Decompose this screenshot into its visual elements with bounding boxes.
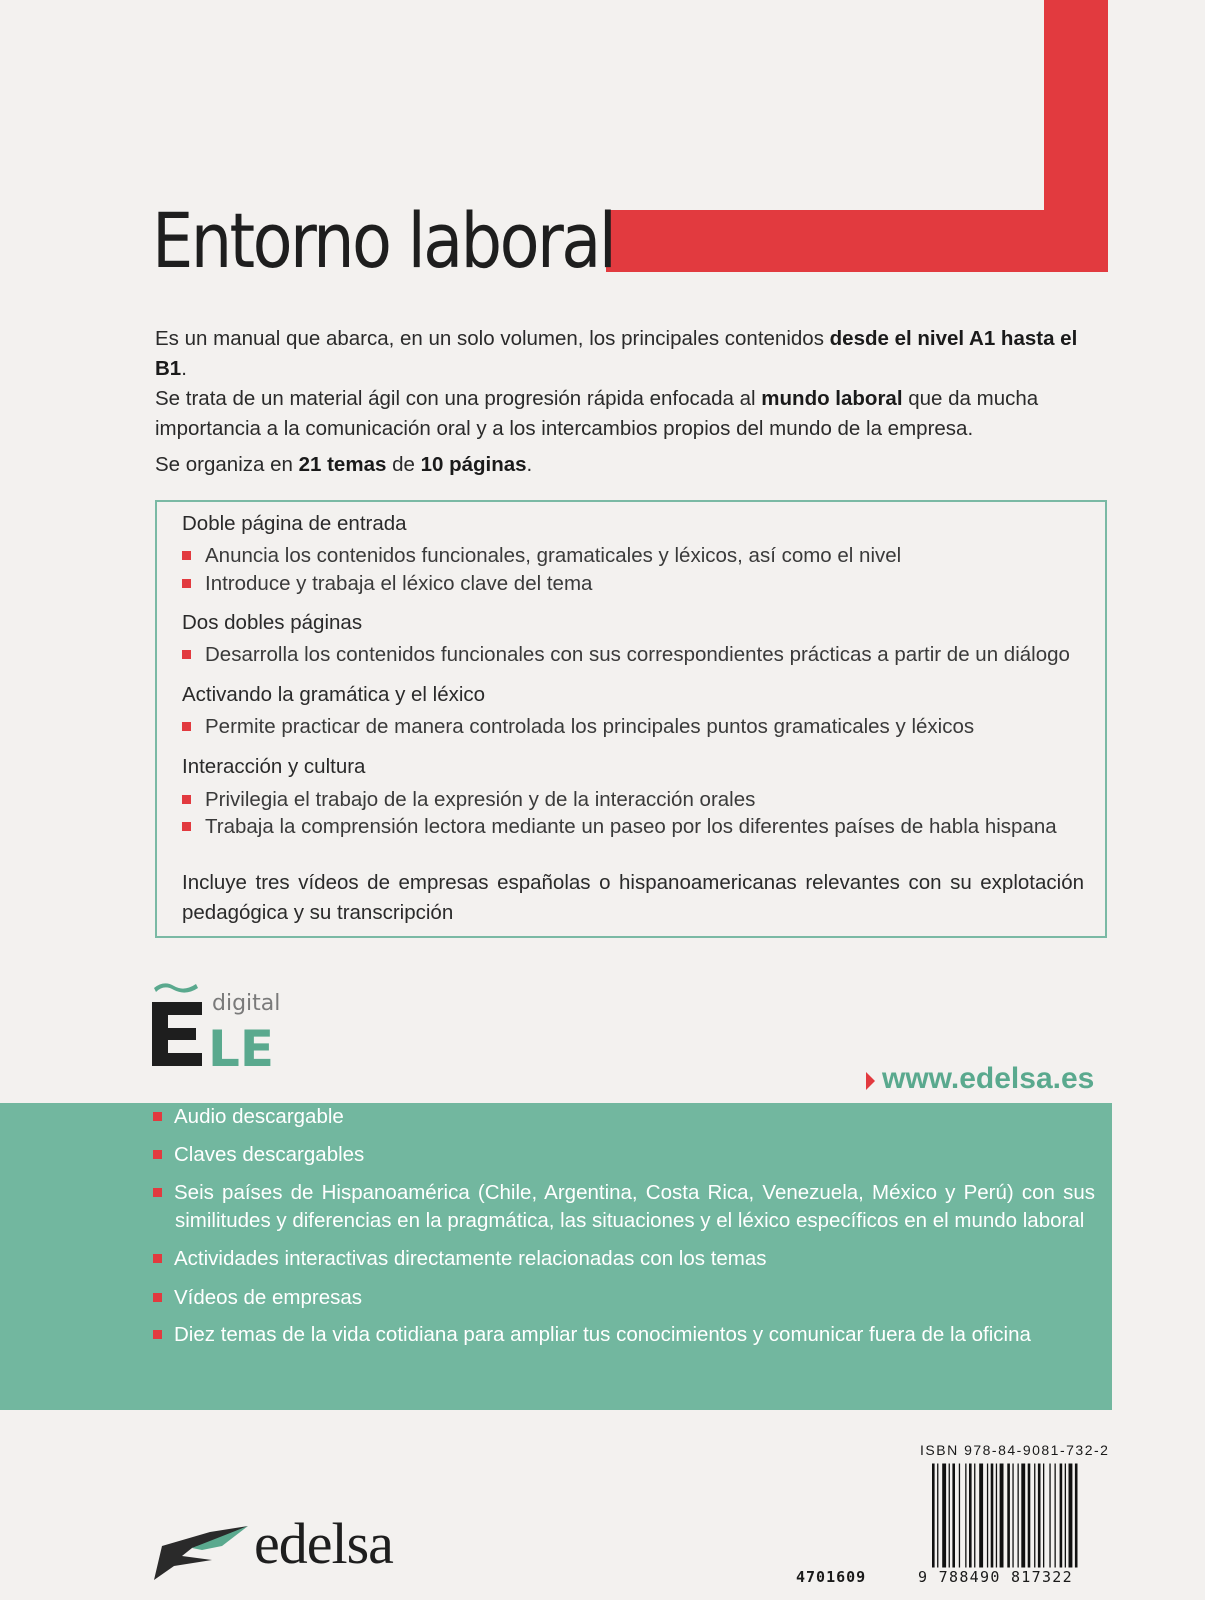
- barcode-bar: [1049, 1464, 1050, 1568]
- ele-digital-logo: [152, 980, 312, 1090]
- list-item: Permite practicar de manera controlada los principales puntos gramaticales y léxicos: [182, 715, 974, 739]
- ele-sub-text: digital: [212, 991, 281, 1016]
- barcode-bar: [965, 1464, 966, 1568]
- red-square-bullet-icon: [182, 650, 191, 659]
- barcode-bar: [1060, 1464, 1063, 1568]
- contents-box: [155, 500, 1107, 938]
- list-item: Actividades interactivas directamente relacionadas con los temas: [153, 1245, 1073, 1273]
- book-title: Entorno laboral: [152, 196, 615, 285]
- list-item: Audio descargable: [153, 1103, 1073, 1131]
- barcode-bar: [979, 1464, 983, 1568]
- website-link[interactable]: www.edelsa.es: [882, 1062, 1095, 1095]
- videos-note: Incluye tres vídeos de empresas españolas o hispanoamericanas relevantes con su explotación pedagógica y su transcripción: [182, 871, 1084, 924]
- barcode-bar: [942, 1464, 946, 1568]
- barcode-bar: [991, 1464, 994, 1568]
- barcode-image: [930, 1460, 1107, 1575]
- barcode-bar: [1018, 1464, 1019, 1568]
- list-item: Desarrolla los contenidos funcionales con sus correspondientes prácticas a partir de un diálogo: [182, 643, 1070, 667]
- intro-paragraph: Es un manual que abarca, en un solo volumen, los principales contenidos desde el nivel A1 hasta el B1. Se trata de un material ágil con una progresión rápida enfocada al mundo laboral que da mucha importancia a la comunicación oral y a los intercambios propios del mundo de la empresa.: [155, 327, 1078, 440]
- publisher-logo-text: edelsa: [254, 1511, 393, 1576]
- list-item: Claves descargables: [153, 1141, 1073, 1169]
- barcode-bar: [1034, 1464, 1035, 1568]
- barcode-bar: [996, 1464, 997, 1568]
- red-square-bullet-icon: [153, 1150, 162, 1159]
- barcode-bar: [1028, 1464, 1031, 1568]
- barcode-bar: [1055, 1464, 1056, 1568]
- list-item: Trabaja la comprensión lectora mediante un paseo por los diferentes países de habla hispana: [182, 815, 1057, 839]
- barcode-bar: [932, 1464, 935, 1568]
- barcode-bar: [1000, 1464, 1004, 1568]
- arrow-right-icon: [866, 1072, 875, 1090]
- list-item: Introduce y trabaja el léxico clave del tema: [182, 572, 592, 596]
- section-heading: Dos dobles páginas: [182, 611, 363, 634]
- red-square-bullet-icon: [153, 1112, 162, 1121]
- organize-paragraph: Se organiza en 21 temas de 10 páginas.: [155, 453, 533, 476]
- list-item: Privilegia el trabajo de la expresión y de la interacción orales: [182, 788, 755, 812]
- barcode-bar: [1065, 1464, 1066, 1568]
- section-heading: Interacción y cultura: [182, 755, 366, 778]
- red-square-bullet-icon: [153, 1293, 162, 1302]
- barcode-bar: [1043, 1464, 1044, 1568]
- red-square-bullet-icon: [182, 722, 191, 731]
- barcode-bar: [1007, 1464, 1010, 1568]
- red-square-bullet-icon: [153, 1188, 162, 1197]
- red-square-bullet-icon: [153, 1254, 162, 1263]
- barcode-bar: [1012, 1464, 1013, 1568]
- section-heading: Activando la gramática y el léxico: [182, 683, 486, 706]
- list-item: Anuncia los contenidos funcionales, gramaticales y léxicos, así como el nivel: [182, 544, 901, 568]
- barcode-bar: [937, 1464, 938, 1568]
- barcode-bar: [969, 1464, 972, 1568]
- barcode-bar: [1075, 1464, 1078, 1568]
- section-heading: Doble página de entrada: [182, 512, 407, 535]
- barcode-bar: [949, 1464, 950, 1568]
- edelsa-logo-icon: [152, 1526, 252, 1582]
- list-item: Diez temas de la vida cotidiana para ampliar tus conocimientos y comunicar fuera de la oficina: [153, 1321, 1073, 1349]
- barcode-bar: [952, 1464, 955, 1568]
- digital-resources-band: [0, 1103, 1112, 1410]
- red-square-bullet-icon: [182, 822, 191, 831]
- red-square-bullet-icon: [182, 795, 191, 804]
- reference-number: 4701609: [796, 1568, 867, 1586]
- red-square-bullet-icon: [153, 1330, 162, 1339]
- barcode-bar: [974, 1464, 975, 1568]
- isbn-label: ISBN 978-84-9081-732-2: [920, 1442, 1110, 1458]
- list-item: Vídeos de empresas: [153, 1284, 1073, 1312]
- barcode-bar: [987, 1464, 988, 1568]
- red-corner-horizontal-bar: [606, 210, 1108, 272]
- list-item: Seis países de Hispanoamérica (Chile, Argentina, Costa Rica, Venezuela, México y Perú) con sus similitudes y diferencias en la pragmática, las situaciones y el léxico específicos en el mundo laboral: [153, 1179, 1095, 1235]
- red-square-bullet-icon: [182, 579, 191, 588]
- barcode-bar: [1021, 1464, 1025, 1568]
- barcode-bar: [1038, 1464, 1041, 1568]
- barcode-digits: 9 788490 817322: [918, 1568, 1073, 1586]
- ele-letters-text: LE: [208, 1020, 275, 1078]
- red-square-bullet-icon: [182, 551, 191, 560]
- barcode-bar: [959, 1464, 960, 1568]
- barcode-bar: [1069, 1464, 1073, 1568]
